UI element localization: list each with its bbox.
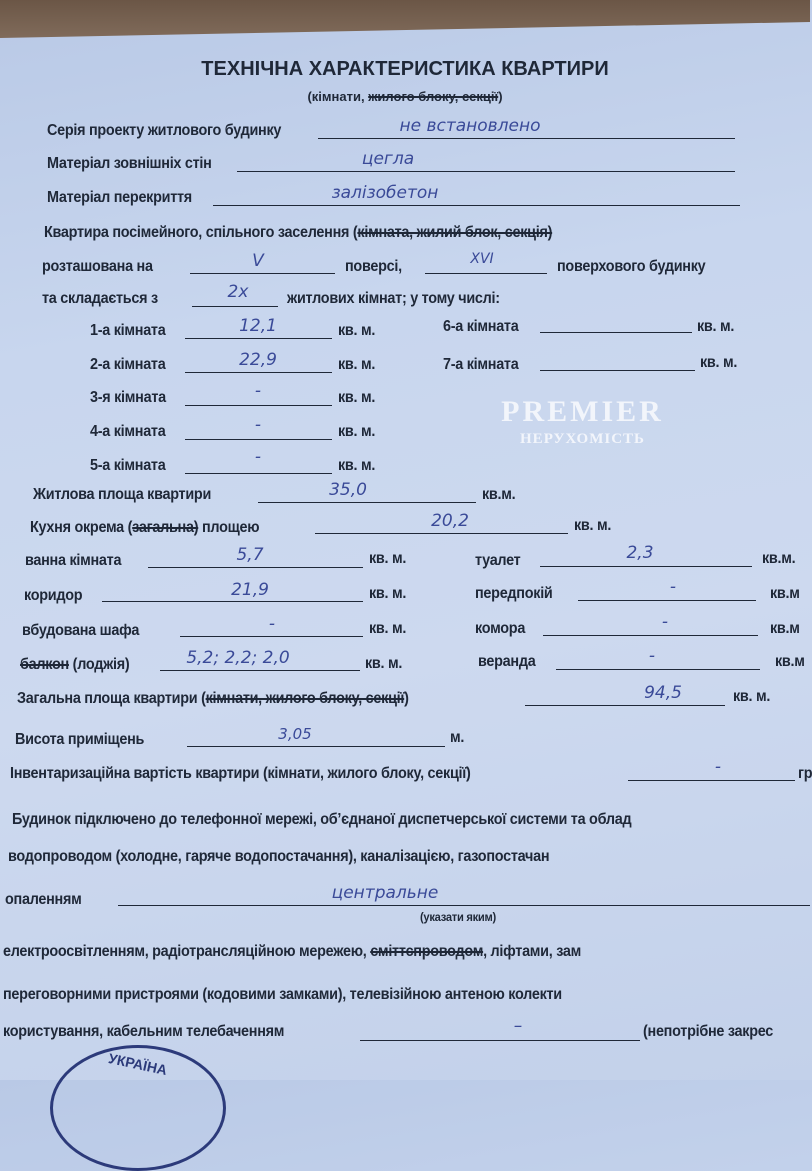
room-line xyxy=(540,332,692,333)
rooms-count-line xyxy=(192,306,278,307)
veranda-value: - xyxy=(648,646,656,666)
document-subtitle xyxy=(0,89,810,104)
room-label: 1-а кімната xyxy=(90,322,166,339)
height-label: Висота приміщень xyxy=(15,731,145,748)
inventory-unit: гр xyxy=(798,765,812,782)
room-unit: кв. м. xyxy=(338,457,376,474)
heating-label: опаленням xyxy=(5,891,82,908)
kitchen-label xyxy=(30,519,259,537)
veranda-label: веранда xyxy=(478,653,536,670)
room-label: 3-я кімната xyxy=(90,389,166,406)
kitchen-struck: загальна) xyxy=(132,519,199,536)
room-unit: кв. м. xyxy=(697,318,735,335)
room-line xyxy=(185,372,332,373)
hallway-unit: кв.м xyxy=(770,585,800,602)
room-line xyxy=(185,405,332,406)
paragraph-line-2: водопроводом (холодне, гаряче водопостачання), каналізацією, газопостачан xyxy=(8,848,550,865)
occupancy-label xyxy=(44,224,552,242)
floors-label: Матеріал перекриття xyxy=(47,189,192,206)
total-area-label xyxy=(17,690,409,708)
line4-text: електроосвітленням, радіотрансляційною мережею, xyxy=(3,943,371,960)
living-area-value: 35,0 xyxy=(329,480,367,500)
room-label: 2-а кімната xyxy=(90,356,166,373)
occupancy-text: Квартира посімейного, спільного заселення ( xyxy=(44,224,358,241)
series-value: не встановлено xyxy=(399,116,541,136)
rooms-count-label1: та складається з xyxy=(42,290,158,307)
room-line xyxy=(185,338,332,339)
total-area-text: Загальна площа квартири ( xyxy=(17,690,206,707)
wardrobe-line xyxy=(180,636,363,637)
room-value: - xyxy=(254,447,262,467)
bathroom-line xyxy=(148,567,363,568)
kitchen-line xyxy=(315,533,568,534)
total-area-line xyxy=(525,705,725,706)
cable-value: – xyxy=(513,1016,523,1036)
toilet-value: 2,3 xyxy=(626,543,654,563)
balcony-unit: кв. м. xyxy=(365,655,403,672)
toilet-label: туалет xyxy=(475,552,521,569)
series-label: Серія проекту житлового будинку xyxy=(47,122,282,139)
veranda-unit: кв.м xyxy=(775,653,805,670)
paragraph-line-6: користування, кабельним телебаченням xyxy=(3,1023,285,1040)
corridor-line xyxy=(102,601,363,602)
walls-line xyxy=(237,171,735,172)
kitchen-unit: кв. м. xyxy=(574,517,612,534)
official-stamp xyxy=(50,1045,226,1171)
wardrobe-value: - xyxy=(268,614,276,634)
living-area-line xyxy=(258,502,476,503)
total-area-unit: кв. м. xyxy=(733,688,771,705)
height-line xyxy=(187,746,445,747)
subtitle-close: ) xyxy=(498,89,503,104)
heating-value: центральне xyxy=(331,883,439,903)
rooms-count-value: 2х xyxy=(227,282,249,302)
room-value: 22,9 xyxy=(239,350,277,370)
document-title: ТЕХНІЧНА ХАРАКТЕРИСТИКА КВАРТИРИ xyxy=(201,58,609,80)
storeys-value: XVI xyxy=(470,251,494,267)
floors-value: залізобетон xyxy=(331,183,439,203)
inventory-line xyxy=(628,780,795,781)
hallway-label: передпокій xyxy=(475,585,553,602)
height-value: 3,05 xyxy=(278,725,312,743)
room-unit: кв. м. xyxy=(338,322,376,339)
total-area-close: ) xyxy=(404,690,409,707)
watermark-brand: PREMIER xyxy=(501,395,664,428)
kitchen-text2: площею xyxy=(198,519,260,536)
floor-line xyxy=(190,273,335,274)
room-label: 6-а кімната xyxy=(443,318,519,335)
inventory-label: Інвентаризаційна вартість квартири (кімнати, жилого блоку, секції) xyxy=(10,765,471,782)
watermark-sub: НЕРУХОМІСТЬ xyxy=(520,431,645,447)
balcony-label xyxy=(20,656,129,674)
room-line xyxy=(185,473,332,474)
bathroom-unit: кв. м. xyxy=(369,550,407,567)
room-value: 12,1 xyxy=(239,316,277,336)
room-unit: кв. м. xyxy=(338,356,376,373)
room-label: 4-а кімната xyxy=(90,423,166,440)
corridor-unit: кв. м. xyxy=(369,585,407,602)
corridor-label: коридор xyxy=(24,587,83,604)
floors-line xyxy=(213,205,740,206)
total-area-value: 94,5 xyxy=(644,683,682,703)
room-value: - xyxy=(254,381,262,401)
walls-value: цегла xyxy=(361,149,415,169)
paragraph-line-5: переговорними пристроями (кодовими замками), телевізійною антеною колекти xyxy=(3,986,562,1003)
bathroom-value: 5,7 xyxy=(236,545,264,565)
storage-label: комора xyxy=(475,620,526,637)
toilet-unit: кв.м. xyxy=(762,550,796,567)
veranda-line xyxy=(556,669,760,670)
kitchen-text: Кухня окрема ( xyxy=(30,519,133,536)
premier-watermark xyxy=(470,395,695,448)
storage-line xyxy=(543,635,758,636)
heating-line xyxy=(118,905,810,906)
room-label: 5-а кімната xyxy=(90,457,166,474)
hallway-line xyxy=(578,600,756,601)
subtitle-text: (кімнати, xyxy=(307,89,369,104)
series-line xyxy=(318,138,735,139)
walls-label: Матеріал зовнішніх стін xyxy=(47,155,212,172)
location-label3: поверхового будинку xyxy=(557,258,706,275)
hallway-value: - xyxy=(669,577,677,597)
inventory-value: - xyxy=(714,757,722,777)
balcony-line xyxy=(160,670,360,671)
storage-value: - xyxy=(661,612,669,632)
heating-hint: (указати яким) xyxy=(420,910,496,924)
room-line xyxy=(185,439,332,440)
balcony-value: 5,2; 2,2; 2,0 xyxy=(186,648,290,668)
total-area-struck: кімнати, жилого блоку, секції xyxy=(205,690,405,707)
location-label2: поверсі, xyxy=(345,258,402,275)
living-area-unit: кв.м. xyxy=(482,486,516,503)
rooms-count-label2: житлових кімнат; у тому числі: xyxy=(287,290,500,307)
storage-unit: кв.м xyxy=(770,620,800,637)
line4-struck: сміттєпроводом xyxy=(370,943,484,960)
corridor-value: 21,9 xyxy=(231,580,269,600)
wardrobe-label: вбудована шафа xyxy=(22,622,140,639)
cable-line xyxy=(360,1040,640,1041)
room-value: - xyxy=(254,415,262,435)
subtitle-struck: жилого блоку, секції xyxy=(368,89,499,104)
height-unit: м. xyxy=(450,729,465,746)
room-label: 7-а кімната xyxy=(443,356,519,373)
room-unit: кв. м. xyxy=(338,389,376,406)
paragraph-line-4 xyxy=(3,943,581,961)
line4-text2: , ліфтами, зам xyxy=(483,943,582,960)
location-label1: розташована на xyxy=(42,258,153,275)
paragraph-line-1: Будинок підключено до телефонної мережі, об’єднаної диспетчерської системи та облад xyxy=(12,811,632,828)
balcony-struck: балкон xyxy=(20,656,69,673)
toilet-line xyxy=(540,566,752,567)
floor-value: V xyxy=(252,251,264,271)
room-unit: кв. м. xyxy=(338,423,376,440)
stamp-text: УКРАЇНА xyxy=(106,1049,169,1079)
balcony-text: (лоджія) xyxy=(68,656,130,673)
storeys-line xyxy=(425,273,547,274)
room-unit: кв. м. xyxy=(700,354,738,371)
wooden-table-edge xyxy=(0,0,810,60)
occupancy-struck: кімната, жилий блок, секція) xyxy=(357,224,553,241)
bathroom-label: ванна кімната xyxy=(25,552,122,569)
wardrobe-unit: кв. м. xyxy=(369,620,407,637)
paragraph-line-6b: (непотрібне закрес xyxy=(643,1023,774,1040)
room-line xyxy=(540,370,695,371)
kitchen-value: 20,2 xyxy=(431,511,469,531)
living-area-label: Житлова площа квартири xyxy=(33,486,212,503)
